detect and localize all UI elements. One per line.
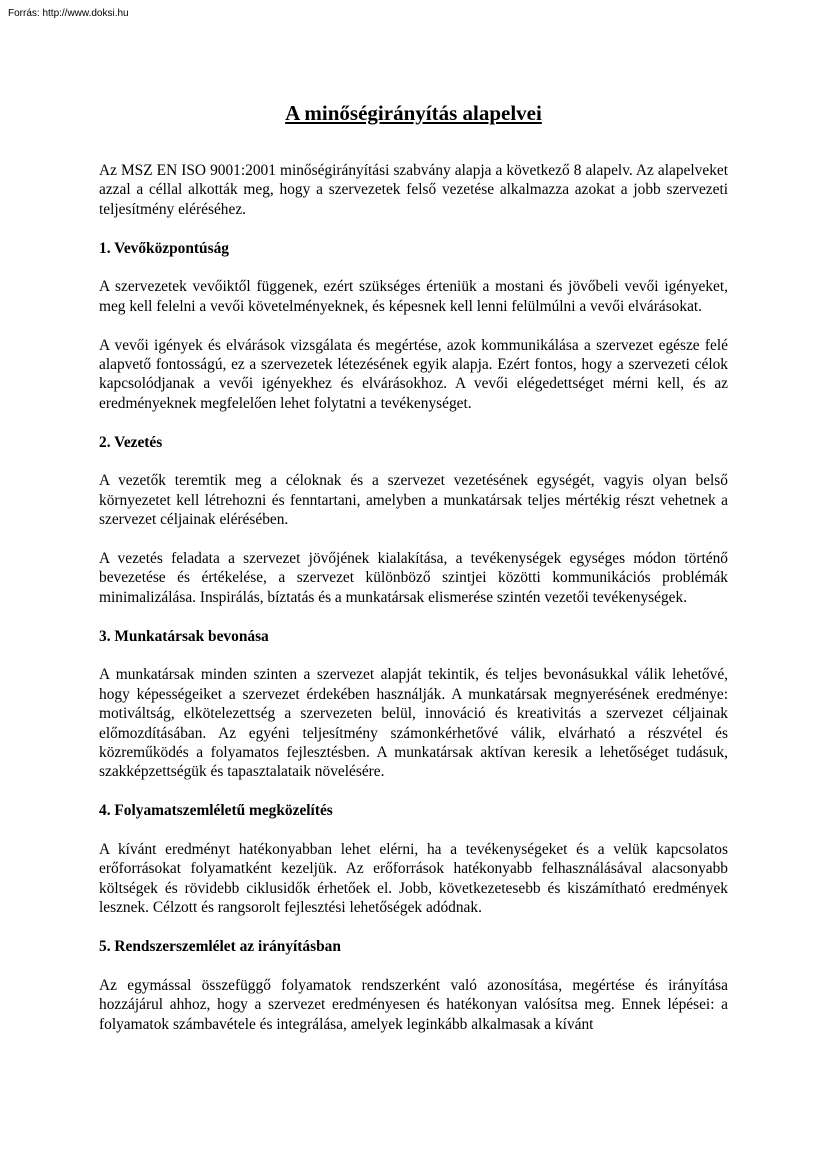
section-2-paragraph-1: A vezetők teremtik meg a céloknak és a szervezet vezetésének egységét, vagyis olyan belső környezetet kell létrehozni és fenntartani, amelyben a munkatársak teljes mértékig részt vehetnek a szervezet céljainak elérésében. bbox=[99, 472, 728, 529]
intro-paragraph: Az MSZ EN ISO 9001:2001 minőségirányítási szabvány alapja a következő 8 alapelv. Az alapelveket azzal a céllal alkották meg, hogy a szervezetek felső vezetése alkalmazza azokat a jobb szervezeti teljesítmény eléréséhez. bbox=[99, 162, 728, 218]
document-body bbox=[99, 161, 728, 1053]
section-heading-3: 3. Munkatársak bevonása bbox=[99, 627, 269, 645]
section-heading-5: 5. Rendszerszemlélet az irányításban bbox=[99, 938, 341, 956]
section-1-paragraph-2: A vevői igények és elvárások vizsgálata és megértése, azok kommunikálása a szervezet egésze felé alapvető fontosságú, ez a szervezetek létezésének egyik alapja. Ezért fontos, hogy a szervezeti célok kapcsolódjanak a vevői igényekhez és elvárásokhoz. A vevői elégedettséget mérni kell, és az eredményeknek megfelelően lehet folytatni a tevékenységet. bbox=[99, 336, 728, 412]
page-title: A minőségirányítás alapelvei bbox=[285, 101, 542, 125]
source-url: Forrás: http://www.doksi.hu bbox=[8, 8, 129, 19]
section-5-paragraph-1: Az egymással összefüggő folyamatok rendszerként való azonosítása, megértése és irányítása hozzájárul ahhoz, hogy a szervezet eredményesen és hatékonyan valósítsa meg. Ennek lépései: a folyamatok számbavétele és integrálása, amelyek leginkább alkalmasak a kívánt bbox=[99, 976, 728, 1033]
section-4-paragraph-1: A kívánt eredményt hatékonyabban lehet elérni, ha a tevékenységeket és a velük kapcsolatos erőforrásokat folyamatként kezeljük. Az erőforrások hatékonyabb felhasználásával alacsonyabb költségek és rövidebb ciklusidők érhetőek el. Jobb, következetesebb és kiszámítható eredmények lesznek. Célzott és rangsorolt fejlesztési lehetőségek adódnak. bbox=[99, 841, 728, 917]
section-heading-2: 2. Vezetés bbox=[99, 433, 163, 451]
section-1-paragraph-1: A szervezetek vevőiktől függenek, ezért szükséges érteniük a mostani és jövőbeli vevői igényeket, meg kell felelni a vevői követelményeknek, és képesnek kell lenni felülmúlni a vevői elvárásokat. bbox=[99, 278, 728, 315]
section-2-paragraph-2: A vezetés feladata a szervezet jövőjének kialakítása, a tevékenységek egységes módon történő bevezetése és értékelése, a szervezet különböző szintjei közötti kommunikációs problémák minimalizálása. Inspirálás, bíztatás és a munkatársak elismerése szintén vezetői tevékenységek. bbox=[99, 550, 728, 606]
section-heading-4: 4. Folyamatszemléletű megközelítés bbox=[99, 802, 333, 820]
section-3-paragraph-1: A munkatársak minden szinten a szervezet alapját tekintik, és teljes bevonásukkal válik lehetővé, hogy képességeiket a szervezet érdekében használják. A munkatársak megnyerésének eredménye: motiváltság, elkötelezettség a szervezeten belül, innováció és kreativitás a szervezet céljainak előmozdításában. Az egyéni teljesítmény számonkérhetővé válik, elvárható a részvétel és közreműködés a folyamatos fejlesztésben. A munkatársak aktívan keresik a lehetőséget tudásuk, szakképzettségük és tapasztalataik növelésére. bbox=[99, 666, 728, 781]
section-heading-1: 1. Vevőközpontúság bbox=[99, 239, 230, 257]
